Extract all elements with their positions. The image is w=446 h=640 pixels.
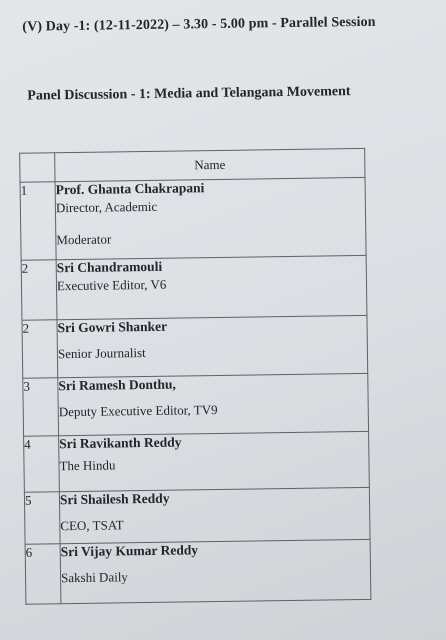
- panelist-name: Sri Gowri Shanker: [57, 318, 168, 336]
- panelist-cell: [58, 373, 369, 435]
- panelist-cell: [60, 539, 371, 603]
- table-row: [24, 487, 370, 544]
- panelist-name: Sri Vijay Kumar Reddy: [60, 542, 199, 560]
- panelist-cell: [59, 431, 370, 491]
- panelist-cell: [59, 487, 370, 543]
- panelist-designation: The Hindu: [59, 457, 116, 474]
- table-row: [25, 539, 371, 604]
- panelist-designation: Executive Editor, V6: [56, 276, 167, 294]
- panelist-designation: Director, Academic: [55, 198, 158, 216]
- panelist-name: Sri Shailesh Reddy: [59, 490, 170, 508]
- name-column-header: Name: [55, 148, 365, 181]
- panelist-name: Sri Ramesh Donthu,: [58, 376, 176, 394]
- num-column-header: [20, 153, 55, 182]
- table-row: [24, 431, 370, 492]
- session-header: (V) Day -1: (12-11-2022) – 3.30 - 5.00 pm - Parallel Session: [22, 14, 376, 35]
- panelist-designation: Sakshi Daily: [60, 569, 128, 586]
- panel-title: Panel Discussion - 1: Media and Telangana Movement: [27, 84, 351, 104]
- row-number: 5: [24, 492, 60, 544]
- panelist-designation: Senior Journalist: [57, 345, 146, 362]
- table-row: [20, 177, 366, 260]
- panel-table: [19, 148, 371, 605]
- table-row: [21, 255, 367, 320]
- row-number: 3: [23, 378, 59, 436]
- panelist-cell: [55, 177, 366, 259]
- table-row: [22, 315, 368, 378]
- row-number: 2: [22, 320, 58, 378]
- panelist-cell: [56, 255, 367, 319]
- table-row: [23, 373, 369, 436]
- panelist-designation: CEO, TSAT: [60, 517, 124, 534]
- panelist-name: Sri Chandramouli: [56, 258, 163, 276]
- panelist-role: Moderator: [56, 231, 112, 248]
- row-number: 6: [25, 544, 61, 604]
- row-number: 4: [24, 436, 60, 492]
- row-number: 1: [20, 182, 56, 260]
- panelist-cell: [57, 315, 368, 377]
- row-number: 2: [21, 260, 57, 320]
- panelist-name: Prof. Ghanta Chakrapani: [55, 180, 205, 198]
- panelist-designation: Deputy Executive Editor, TV9: [58, 402, 218, 420]
- panelist-name: Sri Ravikanth Reddy: [59, 434, 182, 452]
